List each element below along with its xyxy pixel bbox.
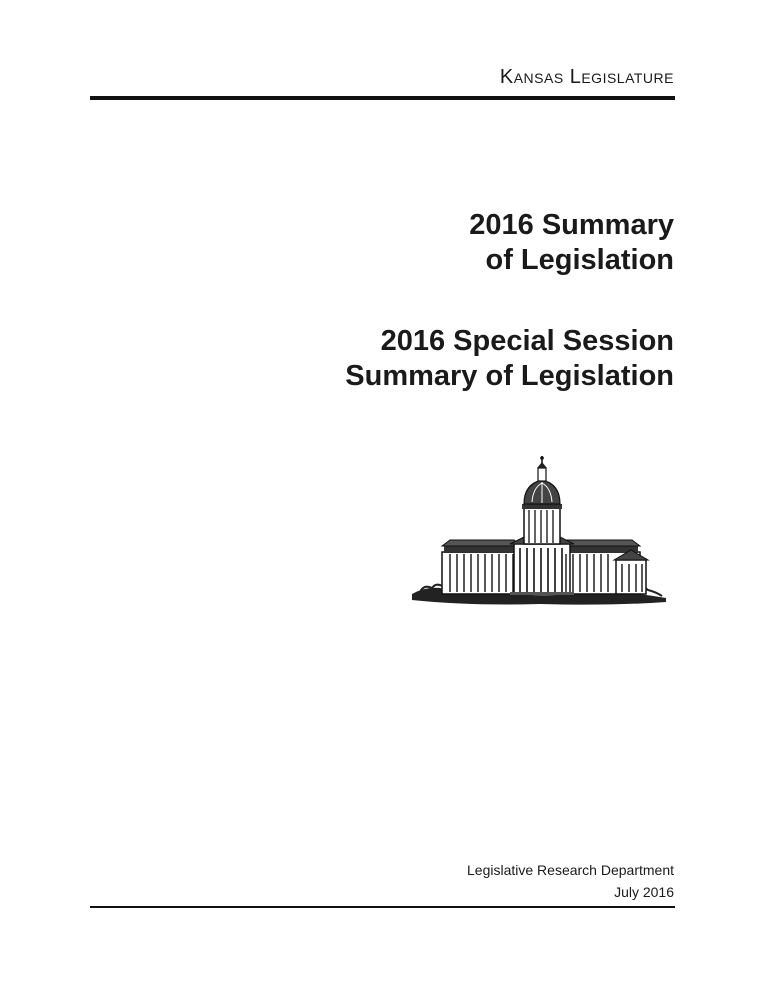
special-title-line-2: Summary of Legislation (345, 360, 674, 392)
capitol-building-icon (410, 456, 668, 608)
top-divider (90, 96, 675, 100)
title-block (345, 208, 674, 394)
special-title-line-1: 2016 Special Session (380, 325, 674, 357)
department-name: Legislative Research Department (467, 862, 674, 878)
main-title-line-2: of Legislation (485, 244, 674, 276)
main-title-line-1: 2016 Summary (469, 209, 674, 241)
bottom-divider (90, 906, 675, 908)
publication-date: July 2016 (614, 884, 674, 900)
organization-header: Kansas Legislature (499, 66, 674, 88)
